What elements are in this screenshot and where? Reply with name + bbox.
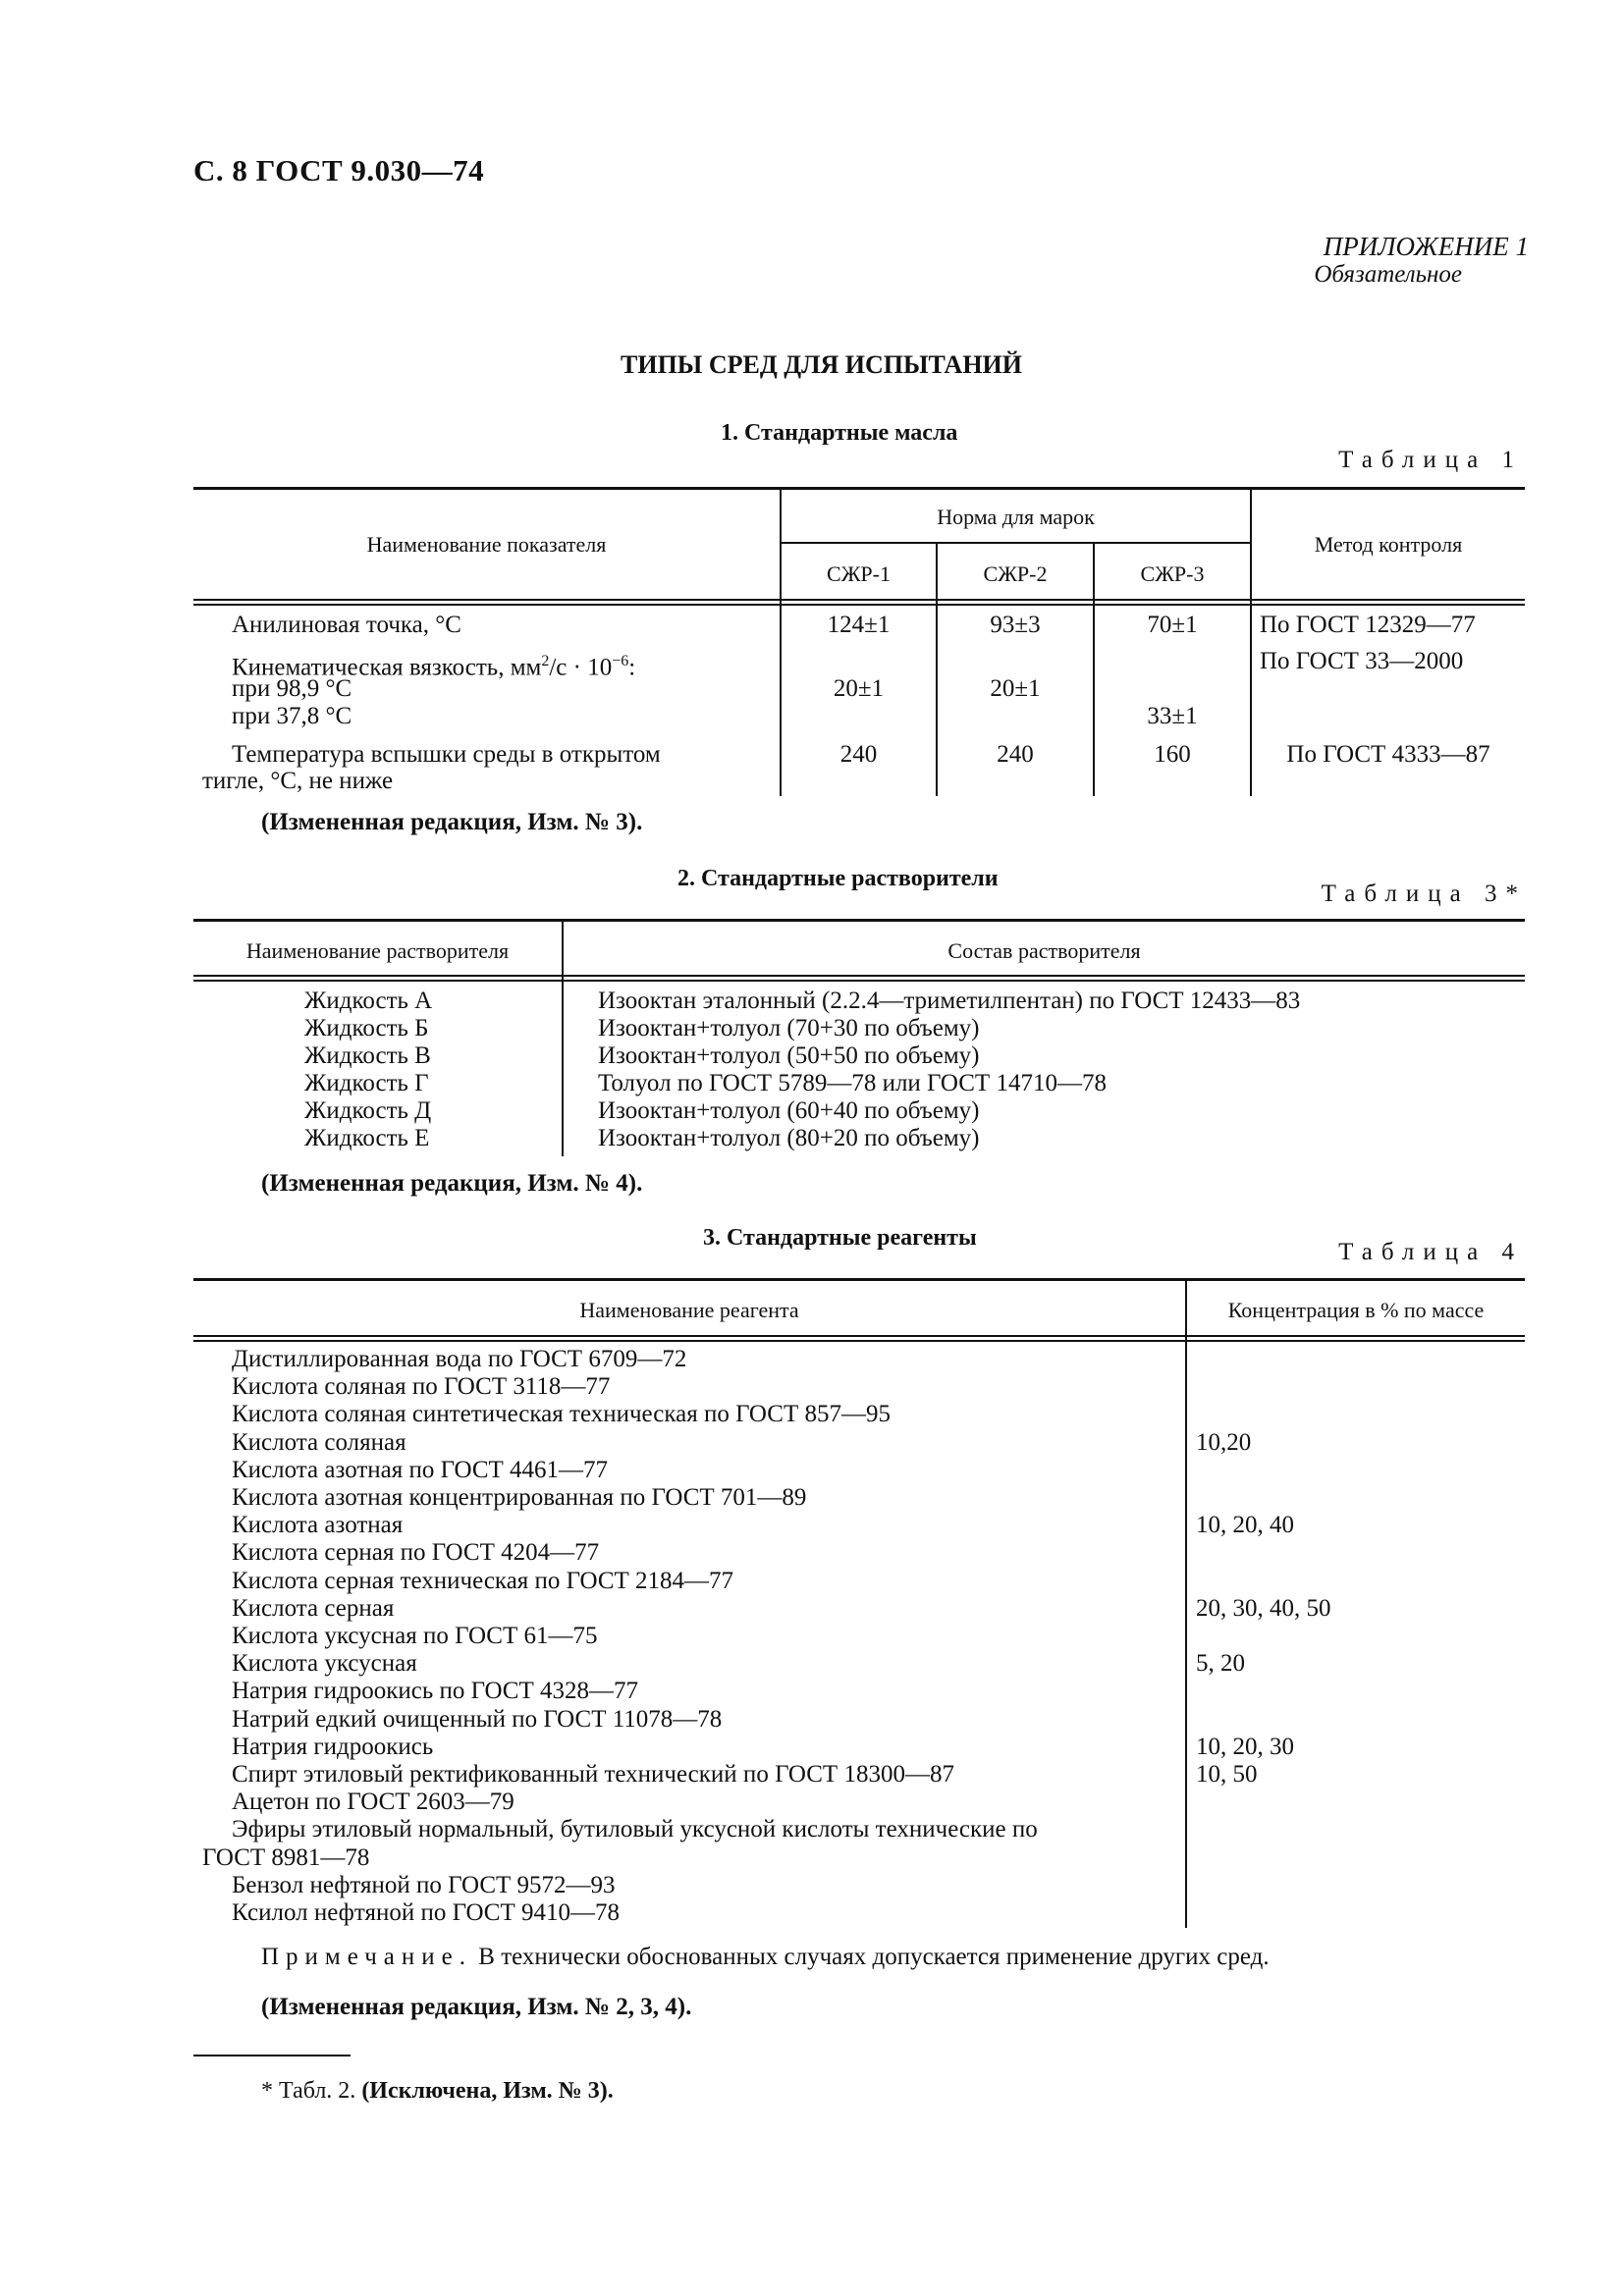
note-text: В технически обоснованных случаях допускается применение других сред. — [478, 1944, 1270, 1970]
table1-row2-sub1: при 98,9 °С — [232, 675, 352, 702]
section1-heading: 1. Стандартные масла — [721, 420, 958, 446]
table4-row-name: Кислота серная техническая по ГОСТ 2184—77 — [232, 1567, 734, 1594]
table1-row3-name-2: тигле, °С, не ниже — [202, 768, 394, 794]
table4-row-name: Кислота азотная по ГОСТ 4461—77 — [232, 1456, 609, 1483]
note-label: Примечание. — [261, 1944, 473, 1970]
table1-row1-v2: 93±3 — [990, 612, 1041, 638]
table1-row1-name: Анилиновая точка, °С — [232, 612, 461, 638]
table4-row-name: Эфиры этиловый нормальный, бутиловый уксусной кислоты технические по — [232, 1816, 1038, 1843]
table4-row-conc: 20, 30, 40, 50 — [1196, 1594, 1331, 1622]
table1-row3-v1: 240 — [839, 741, 878, 768]
appendix-title: ПРИЛОЖЕНИЕ 1 — [1323, 232, 1529, 261]
table1-row3-name-1: Температура вспышки среды в открытом — [232, 741, 661, 768]
table4-row-name: Кислота соляная по ГОСТ 3118—77 — [232, 1373, 611, 1401]
table1-label: Таблица 1 — [1338, 447, 1523, 473]
table4-row-name: Натрия гидроокись — [232, 1733, 434, 1760]
table4-row-name: Кислота уксусная по ГОСТ 61—75 — [232, 1623, 598, 1649]
table4-row-name: Кислота азотная — [232, 1512, 404, 1539]
table3-row-name: Жидкость Г — [304, 1070, 429, 1096]
section3-heading: 3. Стандартные реагенты — [703, 1225, 977, 1251]
table1-col-method: Метод контроля — [1314, 532, 1463, 557]
table4-row-name: Кислота серная — [232, 1594, 395, 1622]
table1-grade-3: СЖР-3 — [1140, 561, 1205, 586]
table4-row-name: ГОСТ 8981—78 — [202, 1843, 370, 1871]
table3-row-comp: Изооктан+толуол (70+30 по объему) — [598, 1015, 980, 1041]
table4-row-name: Кислота соляная — [232, 1428, 406, 1456]
table1-row2-sub1-v2: 20±1 — [990, 675, 1041, 702]
appendix-status: Обязательное — [1314, 261, 1462, 288]
table4-label: Таблица 4 — [1338, 1239, 1523, 1265]
table1-row2-name: Кинематическая вязкость, $мм^2/с \cdot 10^{-6}$: — [232, 653, 636, 681]
table4-row-conc: 10, 20, 30 — [1196, 1733, 1294, 1760]
table4-col-conc: Концентрация в % по массе — [1227, 1298, 1485, 1322]
table4-row-name: Дистиллированная вода по ГОСТ 6709—72 — [232, 1346, 687, 1372]
table4-row-name: Кислота азотная концентрированная по ГОСТ 701—89 — [232, 1484, 807, 1511]
table3-col-comp: Состав растворителя — [947, 938, 1141, 963]
table1-grade-1: СЖР-1 — [827, 561, 891, 586]
table4-row-conc: 10,20 — [1196, 1428, 1252, 1456]
table4-note — [261, 1944, 1270, 1971]
table3-row-comp: Изооктан эталонный (2.2.4—триметилпентан) по ГОСТ 12433—83 — [598, 988, 1301, 1014]
section3-edit-note: (Измененная редакция, Изм. № 2, 3, 4). — [261, 1994, 692, 2020]
page-header: С. 8 ГОСТ 9.030—74 — [193, 153, 485, 187]
table1-row1-method: По ГОСТ 12329—77 — [1260, 612, 1476, 638]
table4-row-conc: 10, 50 — [1196, 1761, 1258, 1788]
table1-row1-v3: 70±1 — [1147, 612, 1198, 638]
table3-row-name: Жидкость Д — [304, 1097, 432, 1124]
table3-row-comp: Изооктан+толуол (50+50 по объему) — [598, 1042, 980, 1069]
table1-row2-sub2: при 37,8 °С — [232, 703, 352, 729]
table1-row3-v2: 240 — [997, 741, 1034, 768]
table3-label: Таблица 3* — [1321, 881, 1527, 907]
table4-row-name: Кислота соляная синтетическая техническая по ГОСТ 857—95 — [232, 1401, 891, 1428]
table1-row2-method: По ГОСТ 33—2000 — [1260, 648, 1464, 674]
table3-col-name: Наименование растворителя — [245, 938, 510, 963]
footnote: * Табл. 2. (Исключена, Изм. № 3). — [261, 2078, 614, 2104]
table4-col-name: Наименование реагента — [579, 1298, 799, 1322]
table3-row-comp: Толуол по ГОСТ 5789—78 или ГОСТ 14710—78 — [598, 1070, 1107, 1096]
table1-row3-method: По ГОСТ 4333—87 — [1286, 741, 1490, 768]
table3-row-comp: Изооктан+толуол (80+20 по объему) — [598, 1125, 980, 1151]
table1-col-name: Наименование показателя — [366, 532, 607, 557]
table4-row-name: Бензол нефтяной по ГОСТ 9572—93 — [232, 1871, 616, 1898]
table3-row-name: Жидкость В — [304, 1042, 431, 1069]
table1-row2-sub1-v1: 20±1 — [833, 675, 885, 702]
table4-row-name: Натрия гидроокись по ГОСТ 4328—77 — [232, 1678, 639, 1705]
table4-row-conc: 5, 20 — [1196, 1650, 1245, 1678]
table4-row-name: Кислота уксусная — [232, 1650, 417, 1678]
section2-heading: 2. Стандартные растворители — [677, 866, 999, 891]
table3-row-name: Жидкость А — [304, 988, 433, 1014]
document-title: ТИПЫ СРЕД ДЛЯ ИСПЫТАНИЙ — [621, 350, 1022, 379]
table4-row-name: Натрий едкий очищенный по ГОСТ 11078—78 — [232, 1705, 723, 1733]
table3-row-name: Жидкость Б — [304, 1015, 429, 1041]
table4-row-name: Спирт этиловый ректификованный технический по ГОСТ 18300—87 — [232, 1761, 954, 1788]
section2-edit-note: (Измененная редакция, Изм. № 4). — [261, 1170, 643, 1197]
table1-row3-v3: 160 — [1154, 741, 1191, 768]
footnote-rule — [193, 2055, 351, 2056]
table1-col-norm: Норма для марок — [937, 505, 1095, 529]
table1-row2-sub2-v3: 33±1 — [1147, 703, 1198, 729]
table1-grade-2: СЖР-2 — [983, 561, 1048, 586]
table3-row-comp: Изооктан+толуол (60+40 по объему) — [598, 1097, 980, 1124]
table1-row1-v1: 124±1 — [827, 612, 891, 638]
table4-row-conc: 10, 20, 40 — [1196, 1512, 1294, 1539]
table4-row-name: Ацетон по ГОСТ 2603—79 — [232, 1789, 514, 1816]
table4-row-name: Ксилол нефтяной по ГОСТ 9410—78 — [232, 1899, 620, 1926]
table4-row-name: Кислота серная по ГОСТ 4204—77 — [232, 1539, 600, 1567]
table3-row-name: Жидкость Е — [304, 1125, 430, 1151]
section1-edit-note: (Измененная редакция, Изм. № 3). — [261, 809, 643, 835]
